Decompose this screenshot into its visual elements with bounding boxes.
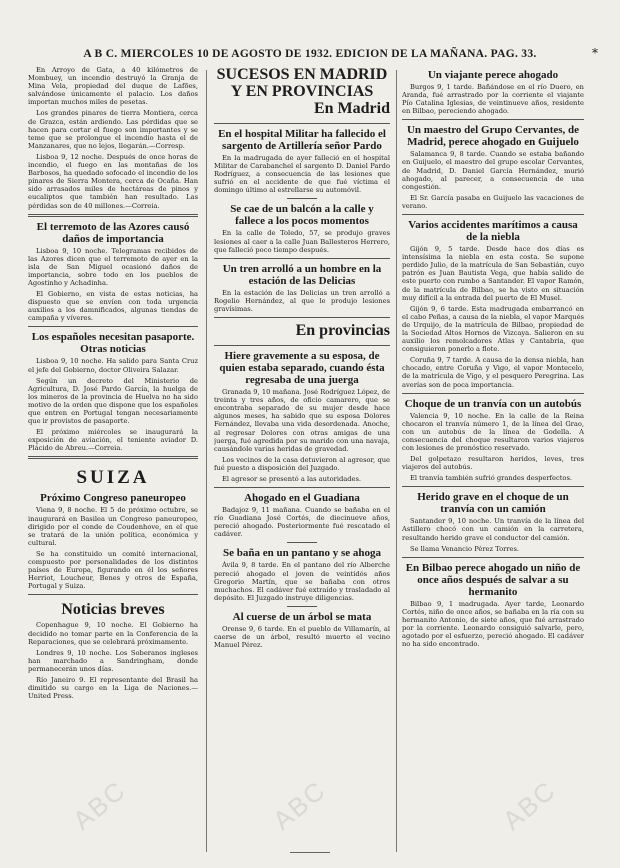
article-paragraph: El Sr. García pasaba en Guijuelo las vacaciones de verano. bbox=[402, 193, 584, 210]
article-paragraph: El Gobierno, en vista de estas noticias, ha dispuesto que se envíen con toda urgencia auxilios a los damnificados, algunas tiendas de campaña y víveres. bbox=[28, 290, 198, 323]
column-2 bbox=[214, 66, 390, 856]
headline-tranvia-camion: Herido grave en el choque de un tranvía con un camión bbox=[417, 491, 569, 516]
divider bbox=[28, 326, 198, 327]
article-paragraph: Granada 9, 10 mañana. José Rodríguez López, de treinta y tres años, de oficio camarero, que se encontraba separado de su mujer desde hace algunos meses, ha sabido que su esposa Dolores Fernández, llevaba una vida desordenada. Anoche, al regresar Dolores con otras amigas de una juerga, fué agredida por su marido con una navaja, causándole varias heridas de gravedad. bbox=[214, 388, 390, 453]
article-paragraph: El tranvía también sufrió grandes desperfectos. bbox=[410, 474, 573, 483]
headline-hospital: En el hospital Militar ha fallecido el sargento de Artillería señor Pardo bbox=[218, 128, 386, 152]
article-paragraph: Lisboa 9, 12 noche. Después de once horas de incendio, el fuego en las montañas de los Barbosos, ha quedado sofocado el incendio de los pinares de Sierra Montera, cerca de Ocaña. Han sido arrasados miles de hectáreas de pinos y eucaliptos que también han resultado. Las pérdidas son de 40 millones.—Correia. bbox=[28, 152, 198, 210]
divider bbox=[214, 317, 390, 318]
article-paragraph: Salamanca 9, 8 tarde. Cuando se estaba bañando en Guijuelo, el maestro del grupo escolar Cervantes, de Madrid, D. Daniel García Hernández, murió ahogado, al parecer, a consecuencia de una congestión. bbox=[402, 150, 584, 191]
headline-maritimos: Varios accidentes marítimos a causa de la niebla bbox=[408, 219, 578, 244]
article-paragraph: Copenhague 9, 10 noche. El Gobierno ha decidido no tomar parte en la Conferencia de la Reparaciones, que se celebrará próximamente. bbox=[28, 621, 198, 646]
divider bbox=[214, 487, 390, 488]
headline-pasaporte: Los españoles necesitan pasaporte. Otras noticias bbox=[31, 331, 195, 356]
divider bbox=[402, 557, 584, 558]
article-paragraph: Coruña 9, 7 tarde. A causa de la densa niebla, han chocado, entre Coruña y Vigo, el vapor Montecelo, de la matrícula de Vigo, y el pesquero Peregrina. Las averías son de poca importancia. bbox=[402, 356, 584, 389]
column-rule bbox=[206, 70, 207, 852]
headline-arbol: Al cuerse de un árbol se mata bbox=[232, 610, 372, 623]
watermark: ABC bbox=[66, 774, 132, 836]
article-paragraph: Se llama Venancio Pérez Torres. bbox=[410, 544, 520, 553]
watermark: ABC bbox=[266, 774, 332, 836]
headline-noticias-breves: Noticias breves bbox=[61, 601, 165, 619]
article-paragraph: Gijón 9, 5 tarde. Desde hace dos días es intensísima la niebla en esta costa. Se supone perdido Julio, de la matrícula de San Sebastián, cuyo patrón es Juan Bautista Vega, que había salido de este puerto con rumbo a Santander. El vapor Ramón, de la matrícula de Bilbao, se ha visto en situación muy difícil a la entrada del puerto de El Musel. bbox=[402, 245, 584, 302]
article-paragraph: Río Janeiro 9. El representante del Brasil ha dimitido su cargo en la Liga de Naciones.—United Press. bbox=[28, 675, 198, 701]
section-title-suiza: SUIZA bbox=[76, 467, 150, 489]
footer-rule bbox=[290, 852, 330, 853]
article-paragraph: Viena 9, 8 noche. El 5 de próximo octubre, se inaugurará en Basilea un Congreso paneuropeo, dirigido por el conde de Coudenhove, en el que se tratará de la unión política, económica y cultural. bbox=[28, 506, 198, 547]
article-paragraph: Santander 9, 10 noche. Un tranvía de la línea del Astillero chocó con un camión en la carretera, resultando herido grave el conductor del camión. bbox=[402, 517, 584, 542]
divider bbox=[402, 393, 584, 394]
watermark: ABC bbox=[496, 774, 562, 836]
article-paragraph: En la estación de las Delicias un tren arrolló a Rogelio Hernández, al que le produjo lesiones gravísimas. bbox=[214, 288, 390, 313]
column-1 bbox=[28, 66, 198, 856]
divider bbox=[402, 486, 584, 487]
headline-balcon: Se cae de un balcón a la calle y fallece a los pocos momentos bbox=[230, 203, 374, 228]
headline-hiere: Hiere gravemente a su esposa, de quien estaba separado, cuando ésta regresaba de una juerga bbox=[219, 350, 385, 387]
divider bbox=[214, 258, 390, 259]
star-mark: * bbox=[592, 46, 598, 60]
headline-pantano: Se baña en un pantano y se ahoga bbox=[222, 547, 382, 560]
article-paragraph: En la calle de Toledo, 57, se produjo graves lesiones al caer a la calle Juan Ballesteros Herrero, que falleció poco tiempo después. bbox=[214, 229, 390, 254]
article-paragraph: En Arroyo de Gata, a 40 kilómetros de Mombuey, un incendio destruyó la Granja de Mina Vela, propiedad del duque de Lafões, salvándose únicamente el palacio. Los daños importan muchos miles de pesetas. bbox=[28, 66, 198, 107]
divider bbox=[28, 594, 198, 595]
article-paragraph: Bilbao 9, 1 madrugada. Ayer tarde, Leonardo Cortés, niño de once años, se bañaba en la ría con su hermanito Antonio, de siete años, que fué arrastrado por la corriente. Leonardo consiguió salvarle, pero, agotado por el esfuerzo, pereció ahogado. El cadáver no ha sido encontrado. bbox=[402, 599, 584, 649]
article-paragraph: Gijón 9, 6 tarde. Esta madrugada embarrancó en el cabo Peñas, a causa de la niebla, el vapor Marqués de Urquijo, de la matrícula de Bilbao, propiedad de la Sociedad Altos Hornos de Vizcaya. Salieron en su auxilio los remolcadores Atlas y Cantabria, que consiguieron ponerlo a flote. bbox=[402, 304, 584, 354]
article-paragraph: Lisboa 9, 10 noche. Ha salido para Santa Cruz el jefe del Gobierno, doctor Oliveira Salazar. bbox=[28, 357, 198, 374]
headline-tren: Un tren arrolló a un hombre en la estación de las Delicias bbox=[222, 262, 382, 287]
article-paragraph: Valencia 9, 10 noche. En la calle de la Reina chocaron el tranvía número 1, de la línea del Grao, con un autobús de la línea de Godella. A consecuencia del choque resultaron varios viajeros con lesiones de pronóstico reservado. bbox=[402, 411, 584, 452]
divider bbox=[28, 456, 198, 459]
divider bbox=[28, 214, 198, 217]
divider bbox=[287, 198, 317, 199]
column-3 bbox=[402, 66, 584, 856]
column-rule bbox=[396, 70, 397, 852]
divider bbox=[214, 345, 390, 346]
section-subtitle-madrid: En Madrid bbox=[313, 100, 390, 117]
divider bbox=[402, 214, 584, 215]
divider bbox=[287, 542, 317, 543]
article-paragraph: Badajoz 9, 11 mañana. Cuando se bañaba en el río Guadiana José Cortés, de diecinueve años, pereció ahogado. Posteriormente fué rescatado el cadáver. bbox=[214, 506, 390, 539]
headline-azores: El terremoto de las Azores causó daños de importancia bbox=[36, 220, 190, 245]
divider bbox=[287, 606, 317, 607]
section-subtitle-provincias: En provincias bbox=[295, 322, 390, 340]
headline-maestro: Un maestro del Grupo Cervantes, de Madrid, perece ahogado en Guijuelo bbox=[406, 124, 580, 149]
article-paragraph: Londres 9, 10 noche. Los Soberanos ingleses han marchado a Sandringham, donde permanecerán unos días. bbox=[28, 648, 198, 673]
headline-tranvia-autobus: Choque de un tranvía con un autobús bbox=[404, 397, 582, 410]
article-paragraph: En la madrugada de ayer falleció en el hospital Militar de Carabanchel el sargento D. Daniel Pardo Rodríguez, a consecuencia de las lesiones que sufrió en el accidente de que fué víctima el domingo último al estrellarse su automóvil. bbox=[214, 154, 390, 195]
headline-guadiana: Ahogado en el Guadiana bbox=[244, 492, 360, 505]
article-paragraph: El agresor se presentó a las autoridades. bbox=[222, 474, 362, 483]
headline-bilbao: En Bilbao perece ahogado un niño de once años después de salvar a su hermanito bbox=[405, 561, 581, 598]
article-paragraph: Del golpetazo resultaron heridos, leves, tres viajeros del autobús. bbox=[402, 455, 584, 472]
divider bbox=[214, 123, 390, 124]
article-paragraph: Orense 9, 6 tarde. En el pueblo de Villamarín, al caerse de un árbol, resultó muerto el vecino Manuel Pérez. bbox=[214, 624, 390, 650]
article-paragraph: Lisboa 9, 10 noche. Telegramas recibidos de las Azores dicen que el terremoto de ayer en la isla de San Miguel ocasionó daños de importancia, sobre todo en los pueblos de Agostinho y Achadinha. bbox=[28, 246, 198, 287]
article-paragraph: Ávila 9, 8 tarde. En el pantano del río Alberche pereció ahogado el joven de veintidós años Gregorio Martín, que se bañaba con otros muchachos. El cadáver fué extraído y trasladado al depósito. El Juzgado instruye diligencias. bbox=[214, 561, 390, 602]
article-paragraph: Los vecinos de la casa detuvieron al agresor, que fué puesto a disposición del Juzgado. bbox=[214, 455, 390, 472]
article-paragraph: Según un decreto del Ministerio de Agricultura, D. José Pardo García, la huelga de los mineros de la provincia de Huelva no ha sido motivo de la orden que dispone que los españoles que entren en Portugal tengan necesariamente que ir provistos de pasaporte. bbox=[28, 376, 198, 426]
section-title-sucesos: SUCESOS EN MADRID Y EN PROVINCIAS bbox=[216, 66, 388, 100]
article-paragraph: Burgos 9, 1 tarde. Bañándose en el río Duero, en Aranda, fué arrastrado por la corriente el viajante Pío Catalina Iglesias, de veintinueve años, residente en Bilbao, pereciendo ahogado. bbox=[402, 83, 584, 116]
article-paragraph: El próximo miércoles se inaugurará la exposición de aviación, el teniente aviador D. Plácido de Abreu.—Correia. bbox=[28, 428, 198, 453]
article-paragraph: Se ha constituido un comité internacional, compuesto por personalidades de los distintos países de Europa, figurando en él los señores Herriot, Loucheur, Benes y otros de España, Portugal y Suiza. bbox=[28, 549, 198, 591]
article-paragraph: Los grandes pinares de tierra Montiera, cerca de Grazca, están ardiendo. Las pérdidas que se hacen para cortar el fuego son importantes y se teme que se prolongue el incendio hasta el de Manzanares, que no lejos, llegarán.—Corresp. bbox=[28, 109, 198, 150]
headline-viajante: Un viajante perece ahogado bbox=[427, 69, 559, 81]
divider bbox=[402, 119, 584, 120]
page-header: A B C. MIERCOLES 10 DE AGOSTO DE 1932. EDICION DE LA MAÑANA. PAG. 33. bbox=[83, 48, 537, 60]
headline-congreso: Próximo Congreso paneuropeo bbox=[40, 492, 186, 505]
